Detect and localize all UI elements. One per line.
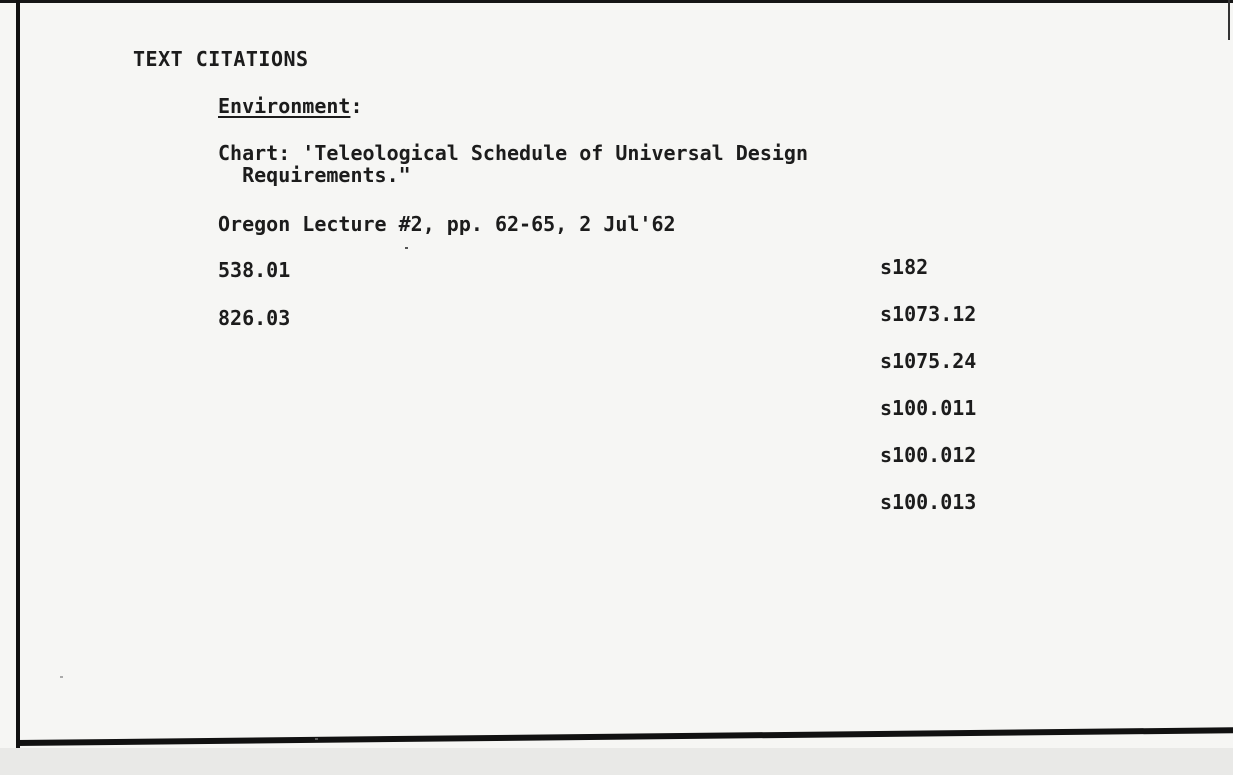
paper-speck: [60, 676, 63, 678]
left-reference: 538.01: [218, 258, 291, 282]
chart-citation: Chart: 'Teleological Schedule of Universal Design Requirements.": [218, 141, 809, 187]
lecture-citation: Oregon Lecture #2, pp. 62-65, 2 Jul'62: [218, 212, 676, 236]
section-heading: TEXT CITATIONS: [133, 47, 309, 71]
right-reference-list: [880, 255, 976, 537]
below-card-area: [0, 748, 1233, 775]
left-reference-list: [218, 258, 290, 354]
card-top-border: [0, 0, 1233, 3]
card-bottom-border: [16, 727, 1233, 746]
right-reference: s100.013: [880, 490, 977, 514]
right-reference: s100.011: [880, 396, 977, 420]
environment-label-text: Environment: [218, 94, 351, 118]
left-reference: 826.03: [218, 306, 291, 330]
right-reference: s100.012: [880, 443, 977, 467]
card-left-border: [16, 0, 20, 748]
paper-speck: [405, 247, 408, 249]
card-right-edge-mark: [1228, 0, 1230, 40]
right-reference: s1073.12: [880, 302, 977, 326]
right-reference: s182: [880, 255, 929, 279]
environment-label: [218, 94, 363, 118]
environment-label-colon: :: [350, 94, 363, 118]
paper-speck: [315, 738, 318, 740]
right-reference: s1075.24: [880, 349, 977, 373]
